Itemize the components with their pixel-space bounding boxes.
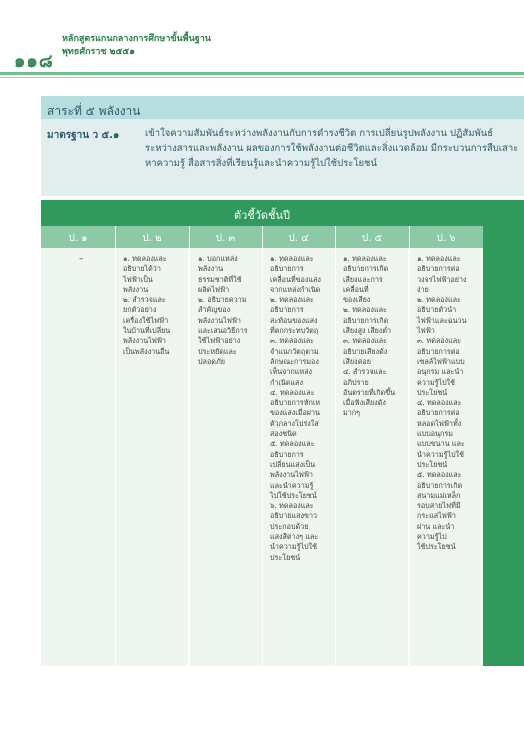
- indicator-line: เครื่องใช้ไฟฟ้า: [123, 315, 169, 325]
- indicator-line: เป็นพลังงานอื่น: [123, 346, 170, 356]
- grade-1-header: ป. ๑: [68, 233, 88, 244]
- indicator-line: อธิบายเสียงดัง: [343, 346, 388, 356]
- indicator-line: เคลื่อนที่ของแสง: [270, 274, 321, 284]
- indicator-line: ๒. อธิบายความ: [198, 295, 247, 305]
- indicator-line: ตัวกลางโปร่งใส: [270, 418, 319, 428]
- indicator-line: เปลี่ยนแสงเป็น: [270, 459, 316, 469]
- indicator-line: อธิบายการต่อ: [417, 346, 460, 356]
- indicator-line: จำแนกวัตถุตาม: [270, 346, 319, 356]
- indicator-line: ใช้ไฟฟ้าอย่าง: [198, 336, 241, 346]
- column-divider: [409, 226, 410, 666]
- indicator-line: พลังงาน: [198, 264, 224, 274]
- indicator-line: ของแสงเมื่อผ่าน: [270, 408, 320, 418]
- header-divider-thin: [0, 77, 524, 78]
- indicator-line: ๓. ทดลองและ: [343, 336, 388, 346]
- indicator-line: ไฟฟ้า: [417, 326, 435, 336]
- standard-text: เข้าใจความสัมพันธ์ระหว่างพลังงานกับการดำรงชีวิต การเปลี่ยนรูปพลังงาน ปฏิสัมพันธ์ระหว่างสารและพลังงาน ผลของการใช้พลังงานต่อชีวิตและสิ่งแวดล้อม มีกระบวนการสืบเสาะหาความรู้ สื่อสารสิ่งที่เรียนรู้และนำความรู้ไปใช้ประโยชน์: [145, 128, 519, 169]
- indicator-line: ๒. ทดลองและ: [343, 305, 387, 315]
- indicator-line: ๑. ทดลองและ: [417, 254, 461, 263]
- indicator-line: อธิบายการ: [270, 449, 304, 459]
- column-divider: [189, 226, 190, 666]
- indicator-line: และนำความรู้: [270, 480, 314, 490]
- indicator-line: ๒. ทดลองและ: [417, 295, 461, 305]
- side-band: [483, 200, 524, 666]
- indicator-line: ๔. ทดลองและ: [270, 387, 315, 397]
- indicator-line: ประกอบด้วย: [270, 521, 309, 531]
- grade-1-column: [41, 248, 115, 666]
- indicator-line: สองชนิด: [270, 429, 297, 439]
- indicator-line: ๕. ทดลองและ: [270, 439, 315, 449]
- indicator-line: ไปใช้ประโยชน์: [270, 490, 317, 500]
- indicator-line: กำเนิดแสง: [270, 377, 303, 387]
- grade-4-indicators: [270, 254, 334, 563]
- grade-5-header: ป. ๕: [361, 233, 383, 244]
- indicator-line: อธิบายแสงขาว: [270, 511, 318, 521]
- indicator-line: ๖. ทดลองและ: [270, 501, 314, 511]
- indicator-line: ๓. ทดลองและ: [417, 336, 462, 346]
- indicator-line: ใช้ประโยชน์: [417, 542, 456, 552]
- indicator-title: ตัวชี้วัดชั้นปี: [233, 209, 291, 222]
- indicator-line: เสียงสูง เสียงต่ำ: [343, 326, 392, 336]
- indicator-line: ลักษณะการมอง: [270, 356, 319, 366]
- indicator-line: อนุกรม และนำ: [417, 367, 464, 377]
- indicator-line: อธิบายการหักเห: [270, 398, 321, 408]
- column-divider: [335, 226, 336, 666]
- indicator-line: อธิบายได้ว่า: [123, 264, 161, 274]
- indicator-header: [41, 200, 483, 226]
- indicator-line: เคลื่อนที่: [343, 284, 369, 294]
- indicator-line: อันตรายที่เกิดขึ้น: [343, 387, 396, 397]
- indicator-line: และเสนอวิธีการ: [198, 326, 248, 336]
- indicator-line: แบบอนุกรม: [417, 429, 453, 439]
- indicator-line: ยกตัวอย่าง: [123, 305, 157, 315]
- column-divider: [262, 226, 263, 666]
- indicator-line: ความรู้ไป: [417, 532, 447, 542]
- indicator-line: กระแสไฟฟ้า: [417, 511, 456, 521]
- grade-1-indicators: –: [79, 254, 84, 264]
- header-divider: [0, 72, 524, 75]
- indicator-line: จากแหล่งกำเนิด: [270, 284, 321, 294]
- indicator-line: อธิบายตัวนำ: [417, 305, 457, 315]
- indicator-line: อธิบายการเกิด: [343, 264, 389, 274]
- indicator-line: ๒. ทดลองและ: [270, 295, 314, 305]
- indicator-line: ประโยชน์: [417, 459, 448, 469]
- indicator-line: ที่ตกกระทบวัตถุ: [270, 326, 319, 336]
- indicator-line: วงจรไฟฟ้าอย่าง: [417, 274, 467, 284]
- indicator-line: ไฟฟ้าและฉนวน: [417, 315, 467, 325]
- indicator-line: สนามแม่เหล็ก: [417, 490, 461, 500]
- indicator-line: ของเสียง: [343, 295, 371, 305]
- indicator-line: ผลิตไฟฟ้า: [198, 284, 230, 294]
- standard-label: มาตรฐาน ว ๕.๑: [47, 130, 120, 141]
- indicator-line: เสียงค่อย: [343, 356, 371, 366]
- indicator-line: อธิบายการต่อ: [417, 264, 460, 274]
- grade-2-indicators: [123, 254, 187, 357]
- indicator-line: ง่าย: [417, 284, 429, 294]
- indicator-line: สำคัญของ: [198, 305, 231, 315]
- column-divider: [115, 226, 116, 666]
- indicator-line: ไฟฟ้าเป็น: [123, 274, 153, 284]
- indicator-line: แบบขนาน และ: [417, 439, 465, 449]
- grade-5-indicators: [343, 254, 407, 419]
- grade-3-header: ป. ๓: [215, 233, 236, 244]
- indicator-line: นำความรู้ไปใช้: [270, 542, 317, 552]
- indicator-line: อธิบายการเกิด: [343, 315, 389, 325]
- page-number: ๑๑๘: [14, 51, 54, 72]
- indicator-line: นำความรู้ไปใช้: [417, 449, 464, 459]
- indicator-line: สะท้อนของแสง: [270, 315, 318, 325]
- indicator-line: อธิบายการต่อ: [417, 408, 460, 418]
- indicator-line: อธิบายการเกิด: [417, 480, 463, 490]
- grade-4-header: ป. ๔: [288, 233, 309, 244]
- book-subtitle: พุทธศักราช ๒๕๕๑: [62, 47, 135, 57]
- indicator-line: ประโยชน์: [270, 552, 301, 562]
- page-header: [0, 0, 524, 92]
- indicator-line: เมื่อฟังเสียงดัง: [343, 398, 386, 408]
- indicator-line: ผ่าน และนำ: [417, 521, 455, 531]
- indicator-line: ความรู้ไปใช้: [417, 377, 456, 387]
- indicator-line: ๑. ทดลองและ: [123, 254, 167, 263]
- grade-3-indicators: [198, 254, 262, 367]
- indicator-line: แสงสีต่างๆ และ: [270, 532, 319, 542]
- book-title: หลักสูตรแกนกลางการศึกษาขั้นพื้นฐาน: [62, 34, 211, 44]
- indicator-line: ธรรมชาติที่ใช้: [198, 274, 242, 284]
- indicator-line: หลอดไฟฟ้าทั้ง: [417, 418, 462, 428]
- indicator-line: ๓. ทดลองและ: [270, 336, 315, 346]
- indicator-line: พลังงานไฟฟ้า: [270, 470, 313, 480]
- indicator-line: อธิบายการ: [270, 264, 304, 274]
- grade-2-header: ป. ๒: [142, 233, 162, 244]
- indicator-line: ๑. บอกแหล่ง: [198, 254, 238, 263]
- strand-box: [41, 96, 524, 196]
- strand-header: [41, 96, 524, 119]
- indicator-line: อภิปราย: [343, 377, 369, 387]
- indicator-line: ประหยัดและ: [198, 346, 237, 356]
- indicator-line: ๔. ทดลองและ: [417, 398, 462, 408]
- grade-6-indicators: [417, 254, 481, 553]
- indicator-line: ๑. ทดลองและ: [270, 254, 314, 263]
- indicator-line: อธิบายการ: [270, 305, 304, 315]
- strand-title: สาระที่ ๕ พลังงาน: [47, 104, 141, 118]
- indicator-line: พลังงานไฟฟ้า: [198, 315, 241, 325]
- indicator-line: ประโยชน์: [417, 387, 448, 397]
- indicator-line: พลังงาน: [123, 284, 149, 294]
- indicator-line: ๒. สำรวจและ: [123, 295, 166, 305]
- indicator-line: ๔. สำรวจและ: [343, 367, 387, 377]
- grade-6-header: ป. ๖: [436, 233, 456, 244]
- indicator-line: เห็นจากแหล่ง: [270, 367, 312, 377]
- indicator-line: เซลล์ไฟฟ้าแบบ: [417, 356, 465, 366]
- indicator-line: พลังงานไฟฟ้า: [123, 336, 166, 346]
- indicator-line: รอบสายไฟที่มี: [417, 501, 461, 511]
- indicator-line: เสียงและการ: [343, 274, 383, 284]
- indicator-line: ในบ้านที่เปลี่ยน: [123, 326, 171, 336]
- indicator-line: ปลอดภัย: [198, 356, 225, 366]
- indicator-line: ๕. ทดลองและ: [417, 470, 462, 480]
- indicator-line: ๑. ทดลองและ: [343, 254, 387, 263]
- indicator-line: มากๆ: [343, 408, 360, 418]
- indicator-table: [41, 200, 483, 666]
